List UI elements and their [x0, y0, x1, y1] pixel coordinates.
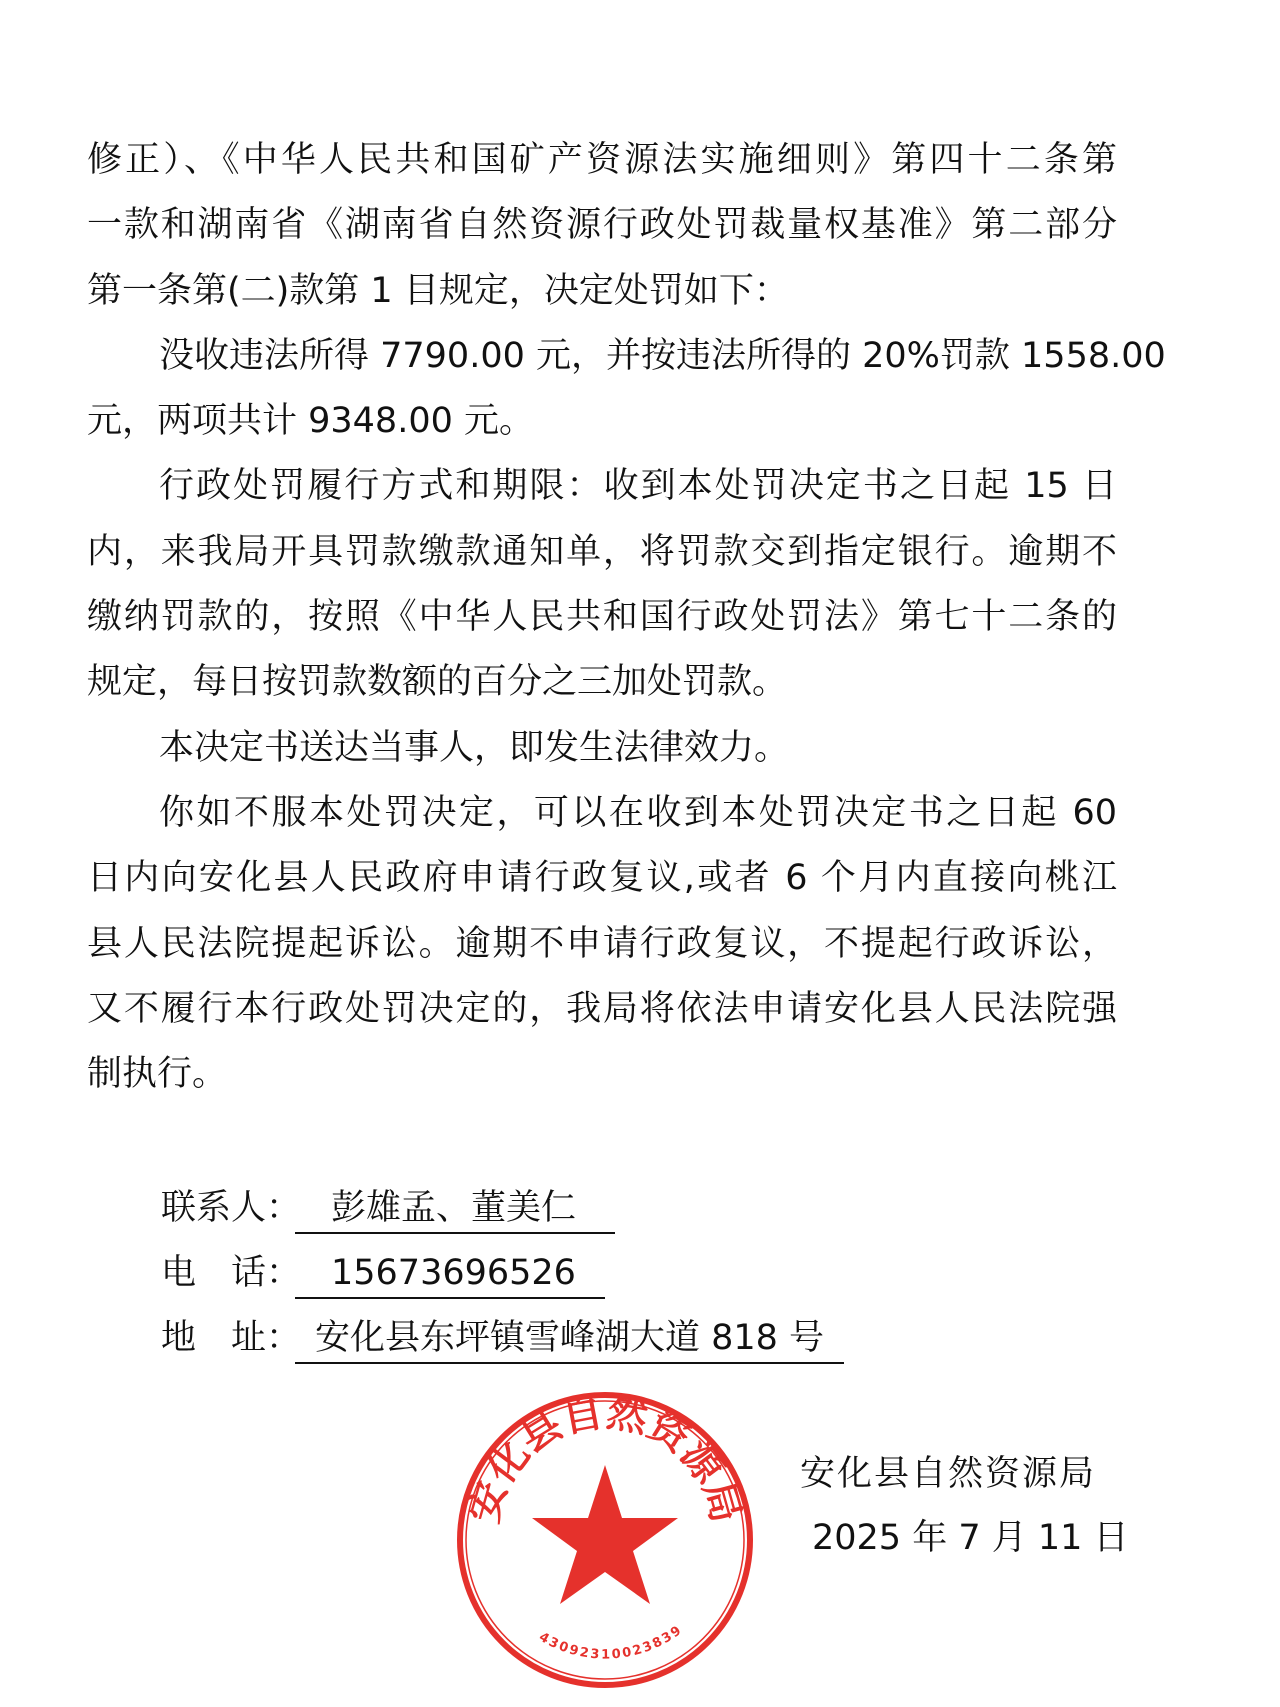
- text-line: 行政处罚履行方式和期限：收到本处罚决定书之日起 15 日: [159, 466, 1117, 507]
- phone-row: [161, 1249, 605, 1299]
- phone-label: 电 话：: [161, 1253, 302, 1293]
- issue-date: 2025 年 7 月 11 日: [812, 1518, 1129, 1558]
- address-label: 地 址：: [161, 1318, 302, 1358]
- text-line: 日内向安化县人民政府申请行政复议,或者 6 个月内直接向桃江: [87, 858, 1117, 899]
- paragraph-payment: [87, 460, 1117, 721]
- contact-label: 联系人：: [161, 1188, 302, 1228]
- text-line: 县人民法院提起诉讼。逾期不申请行政复议，不提起行政诉讼，: [87, 923, 1117, 964]
- text-line: 缴纳罚款的，按照《中华人民共和国行政处罚法》第七十二条的: [87, 597, 1117, 638]
- address-row: [161, 1314, 844, 1364]
- contact-person-row: [161, 1184, 615, 1234]
- text-line: 本决定书送达当事人，即发生法律效力。: [159, 727, 790, 768]
- text-line: 制执行。: [87, 1054, 228, 1095]
- address-value: 安化县东坪镇雪峰湖大道 818 号: [295, 1314, 844, 1364]
- text-line: 你如不服本处罚决定，可以在收到本处罚决定书之日起 60: [159, 792, 1117, 833]
- text-line: 没收违法所得 7790.00 元，并按违法所得的 20%罚款 1558.00: [159, 335, 1166, 376]
- phone-value: 15673696526: [295, 1249, 605, 1299]
- text-line: 修正）、《中华人民共和国矿产资源法实施细则》第四十二条第: [87, 140, 1117, 180]
- issuing-authority: 安化县自然资源局: [800, 1454, 1097, 1494]
- text-line: 又不履行本行政处罚决定的，我局将依法申请安化县人民法院强: [87, 988, 1117, 1029]
- contact-value: 彭雄孟、董美仁: [295, 1184, 615, 1234]
- seal-star-icon: [532, 1465, 678, 1604]
- seal-name-text: 安化县自然资源局: [460, 1389, 750, 1528]
- text-line: 规定，每日按罚款数额的百分之三加处罚款。: [87, 662, 788, 703]
- text-line: 内，来我局开具罚款缴款通知单，将罚款交到指定银行。逾期不: [87, 531, 1117, 572]
- document-body: [87, 134, 1166, 1113]
- text-line: 第一条第(二)款第 1 目规定，决定处罚如下：: [87, 270, 789, 311]
- text-line: 元，两项共计 9348.00 元。: [87, 401, 534, 442]
- paragraph-appeal: [87, 787, 1117, 1113]
- text-line: 一款和湖南省《湖南省自然资源行政处罚裁量权基准》第二部分: [87, 205, 1117, 246]
- paragraph-penalty: [87, 330, 1166, 461]
- seal-code-text: 43092310023839: [536, 1622, 686, 1663]
- official-seal: [450, 1385, 760, 1695]
- paragraph-effect: [87, 722, 1117, 787]
- paragraph-legal-basis: [87, 134, 1117, 330]
